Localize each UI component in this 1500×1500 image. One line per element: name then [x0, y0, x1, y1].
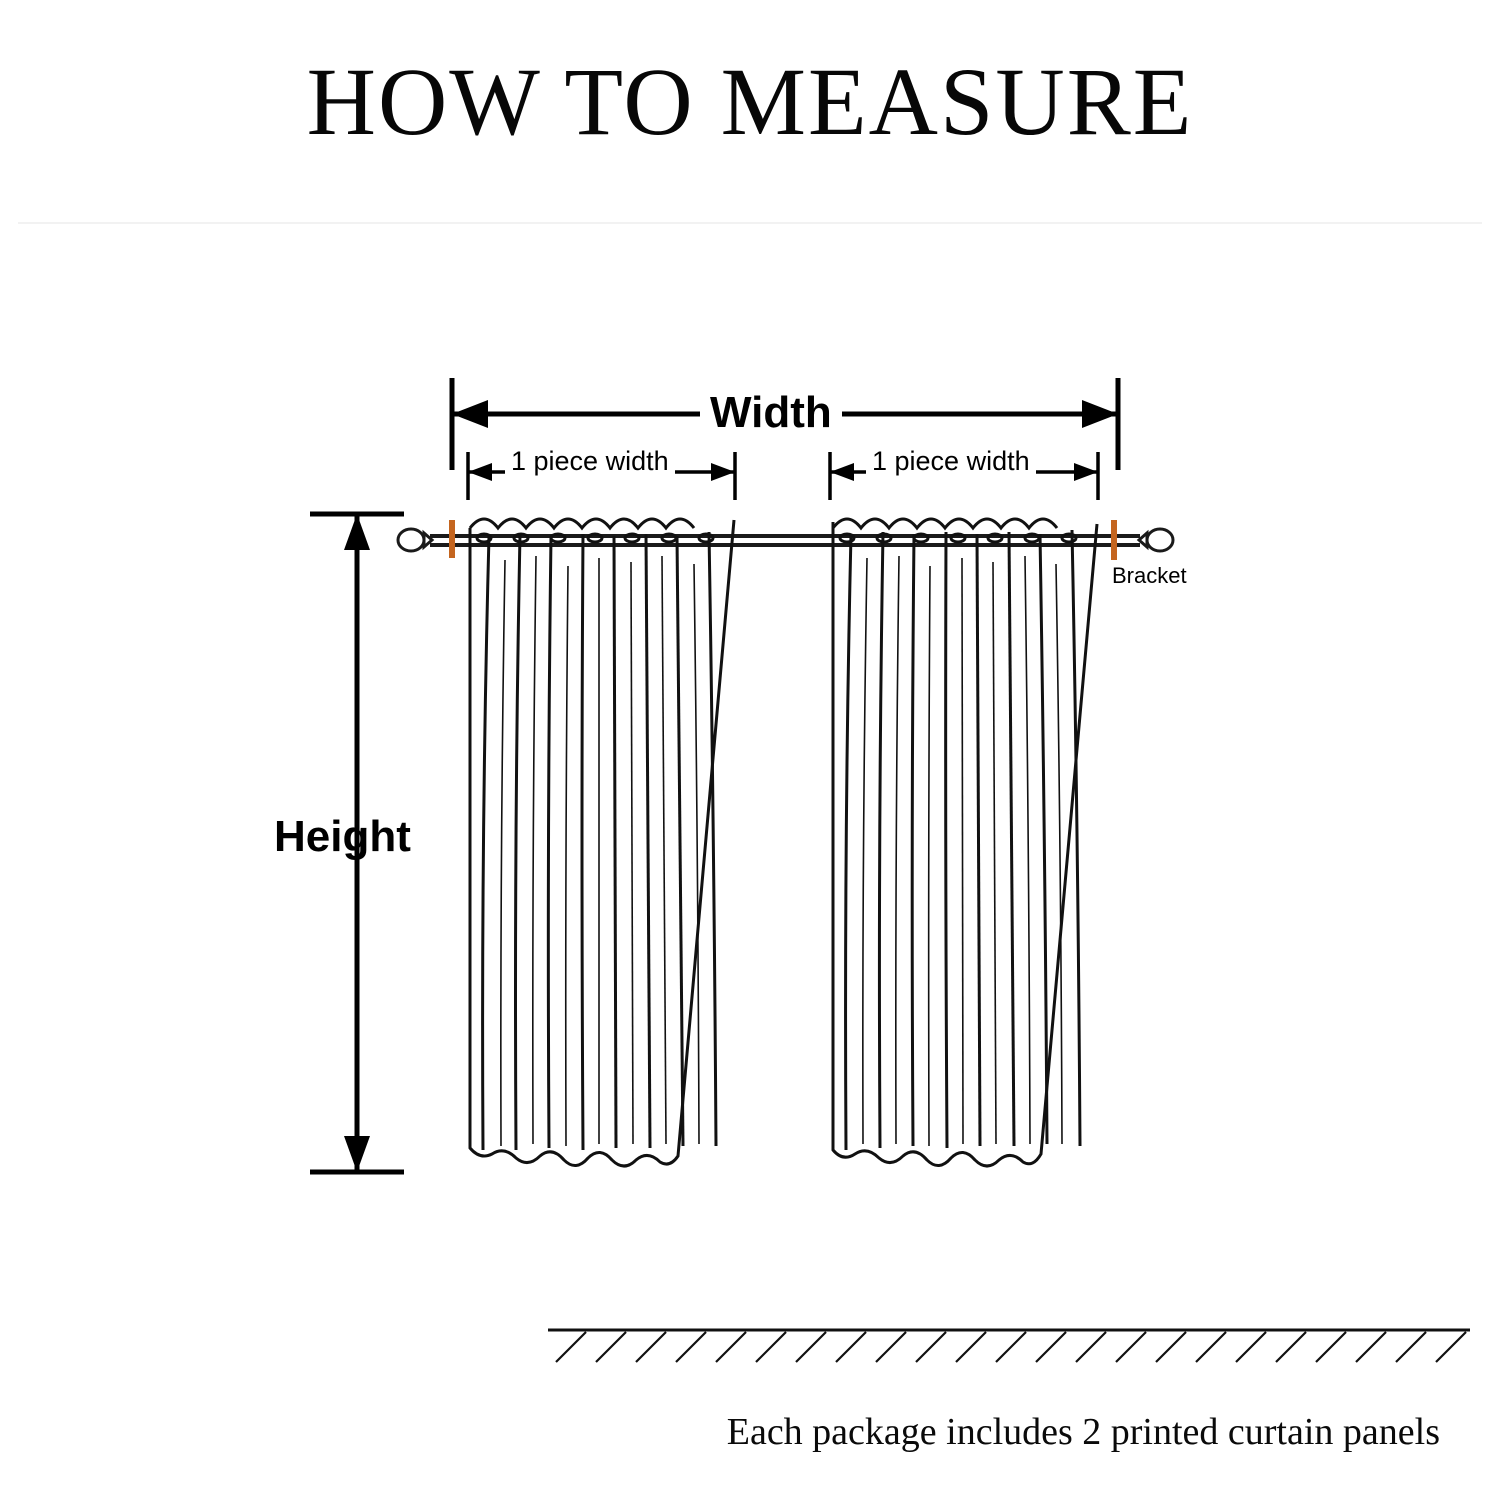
curtain-panel-left: [470, 519, 734, 1166]
width-label: Width: [700, 388, 842, 438]
height-arrow-bottom-icon: [344, 1136, 370, 1172]
piece-right-arrow-start-icon: [830, 463, 854, 481]
curtain-panel-right: [833, 519, 1097, 1166]
width-arrow-left-icon: [452, 400, 488, 428]
rod-finial-right-icon: [1139, 529, 1173, 551]
package-note: Each package includes 2 printed curtain panels: [726, 1411, 1440, 1453]
piece-width-left-label: 1 piece width: [505, 446, 675, 477]
piece-right-arrow-end-icon: [1074, 463, 1098, 481]
width-arrow-right-icon: [1082, 400, 1118, 428]
floor-hatching: [556, 1332, 1466, 1362]
bracket-label: Bracket: [1112, 563, 1187, 588]
page-title: HOW TO MEASURE: [306, 48, 1194, 155]
height-arrow-top-icon: [344, 514, 370, 550]
height-label: Height: [274, 812, 411, 861]
piece-left-arrow-start-icon: [468, 463, 492, 481]
piece-left-arrow-end-icon: [711, 463, 735, 481]
rod-finial-left-icon: [398, 529, 432, 551]
piece-width-right-label: 1 piece width: [866, 446, 1036, 477]
